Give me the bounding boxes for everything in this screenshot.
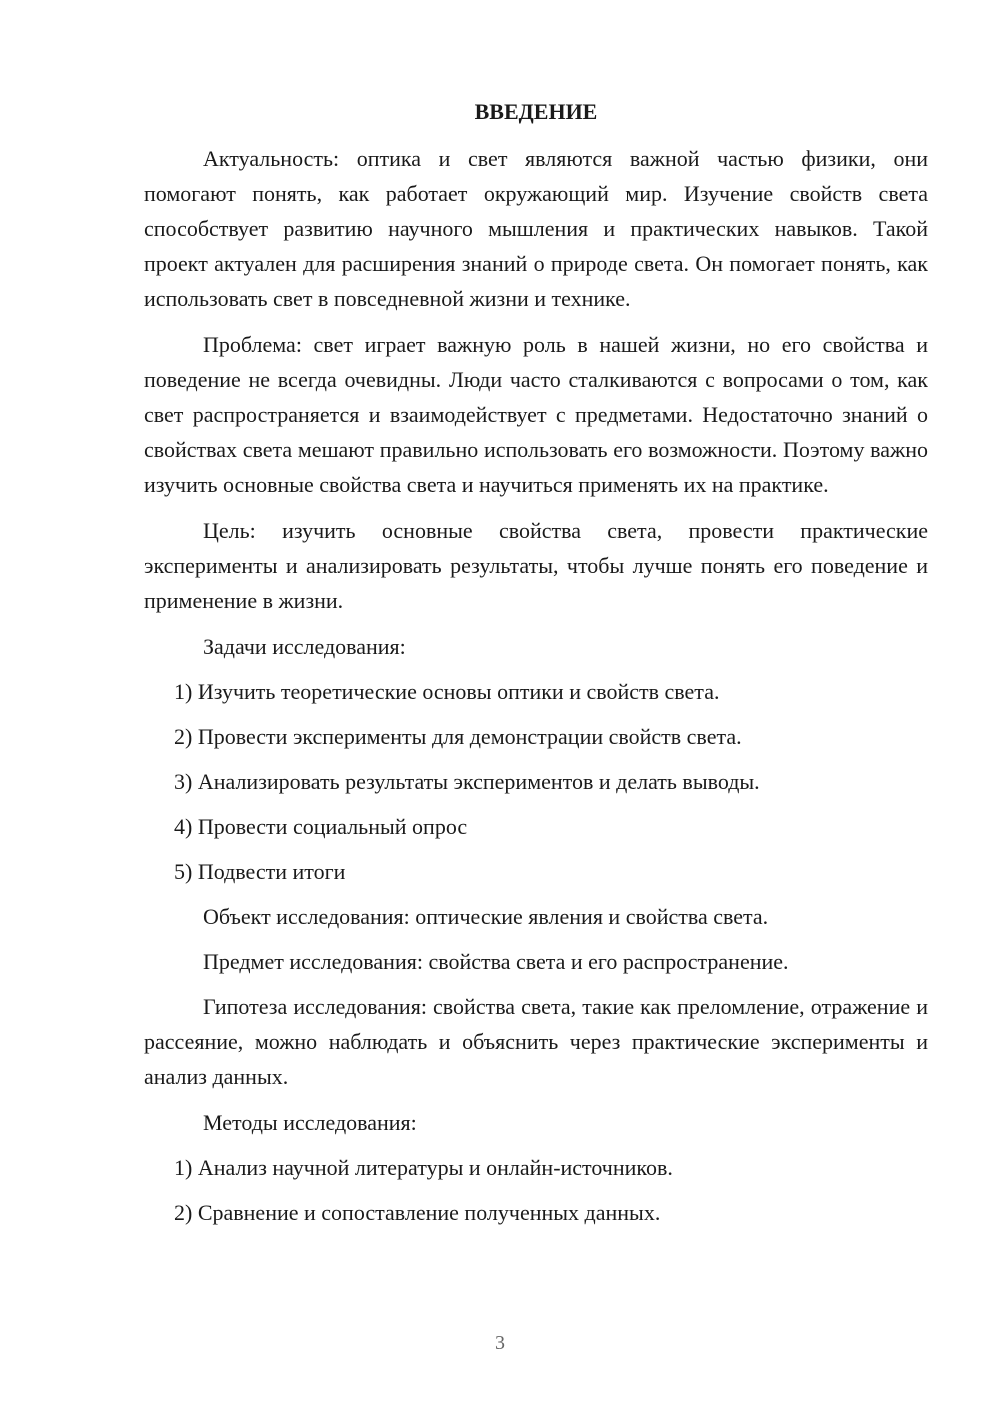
goal-paragraph: Цель: изучить основные свойства света, провести практические эксперименты и анализировать результаты, чтобы лучше понять его поведение и применение в жизни. [144,518,928,613]
tasks-list [144,674,928,889]
list-item: 2) Провести эксперименты для демонстрации свойств света. [174,724,742,749]
page-content [144,94,928,1240]
list-item: 2) Сравнение и сопоставление полученных данных. [174,1200,661,1225]
problem-paragraph: Проблема: свет играет важную роль в нашей жизни, но его свойства и поведение не всегда очевидны. Люди часто сталкиваются с вопросами о том, как свет распространяется и взаимодействует с предметами. Недостаточно знаний о свойствах света мешают правильно использовать его возможности. Поэтому важно изучить основные свойства света и научиться применять их на практике. [144,332,928,497]
tasks-title: Задачи исследования: [203,634,406,659]
list-item: 1) Анализ научной литературы и онлайн-источников. [174,1155,673,1180]
list-item: 5) Подвести итоги [174,859,346,884]
list-item: 4) Провести социальный опрос [174,814,468,839]
list-item: 3) Анализировать результаты экспериментов и делать выводы. [174,769,760,794]
hypothesis-paragraph: Гипотеза исследования: свойства света, такие как преломление, отражение и рассеяние, можно наблюдать и объяснить через практические эксперименты и анализ данных. [144,994,928,1089]
subject-paragraph: Предмет исследования: свойства света и его распространение. [203,949,789,974]
methods-title: Методы исследования: [203,1110,417,1135]
methods-list [144,1150,928,1230]
page-number: 3 [495,1332,505,1354]
object-paragraph: Объект исследования: оптические явления и свойства света. [203,904,769,929]
relevance-paragraph: Актуальность: оптика и свет являются важной частью физики, они помогают понять, как работает окружающий мир. Изучение свойств света способствует развитию научного мышления и практических навыков. Такой проект актуален для расширения знаний о природе света. Он помогает понять, как использовать свет в повседневной жизни и технике. [144,146,928,311]
list-item: 1) Изучить теоретические основы оптики и свойств света. [174,679,720,704]
section-heading: ВВЕДЕНИЕ [474,99,598,124]
